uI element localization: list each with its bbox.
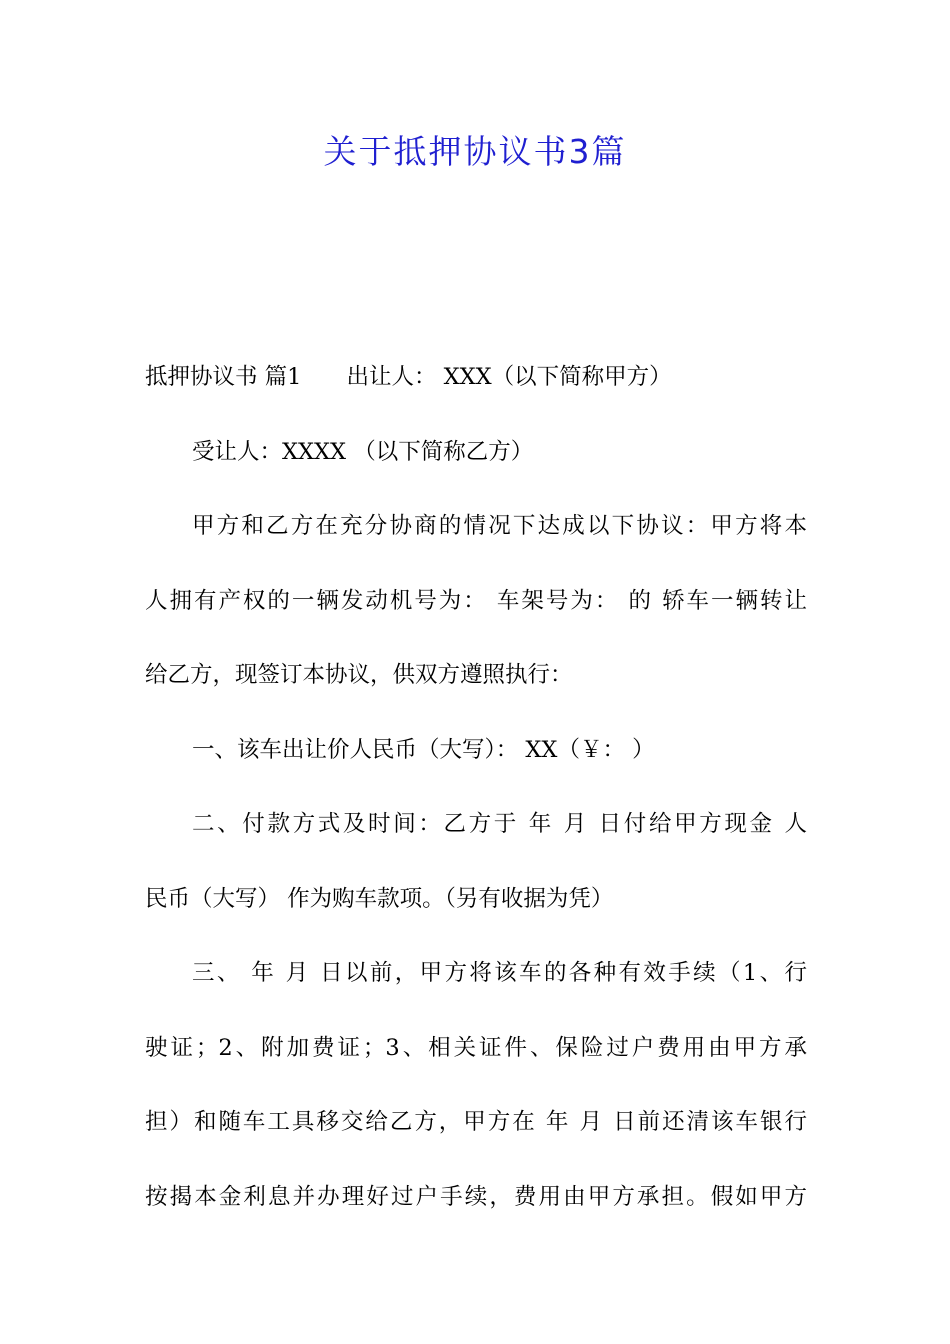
document-body [145,340,807,1234]
paragraph-line-agreement-2: 人拥有产权的一辆发动机号为： 车架号为： 的 轿车一辆转让 [145,587,807,614]
paragraph-line-clause-3b: 驶证；2、附加费证；3、相关证件、保险过户费用由甲方承 [145,1034,807,1061]
paragraph-line-clause-2a: 二、付款方式及时间：乙方于 年 月 日付给甲方现金 人 [192,811,807,837]
paragraph-line-transferee: 受让人：XXXX （以下简称乙方） [192,438,534,465]
paragraph-line-heading: 抵押协议书 篇1 出让人： XXX（以下简称甲方） [145,364,672,390]
paragraph-line-clause-3d: 按揭本金利息并办理好过户手续，费用由甲方承担。假如甲方 [145,1183,807,1210]
paragraph-line-clause-3a: 三、 年 月 日以前，甲方将该车的各种有效手续（1、行 [192,960,807,986]
paragraph-line-clause-2b: 民币（大写） 作为购车款项。（另有收据为凭） [145,885,614,912]
paragraph-line-clause-3c: 担）和随车工具移交给乙方，甲方在 年 月 日前还清该车银行 [145,1109,807,1135]
document-title: 关于抵押协议书3篇 [323,132,627,171]
paragraph-line-clause-1: 一、该车出让价人民币（大写）： XX（￥： ） [192,736,655,763]
paragraph-line-agreement-1: 甲方和乙方在充分协商的情况下达成以下协议：甲方将本 [192,513,807,539]
paragraph-line-agreement-3: 给乙方，现签订本协议，供双方遵照执行： [145,662,573,688]
